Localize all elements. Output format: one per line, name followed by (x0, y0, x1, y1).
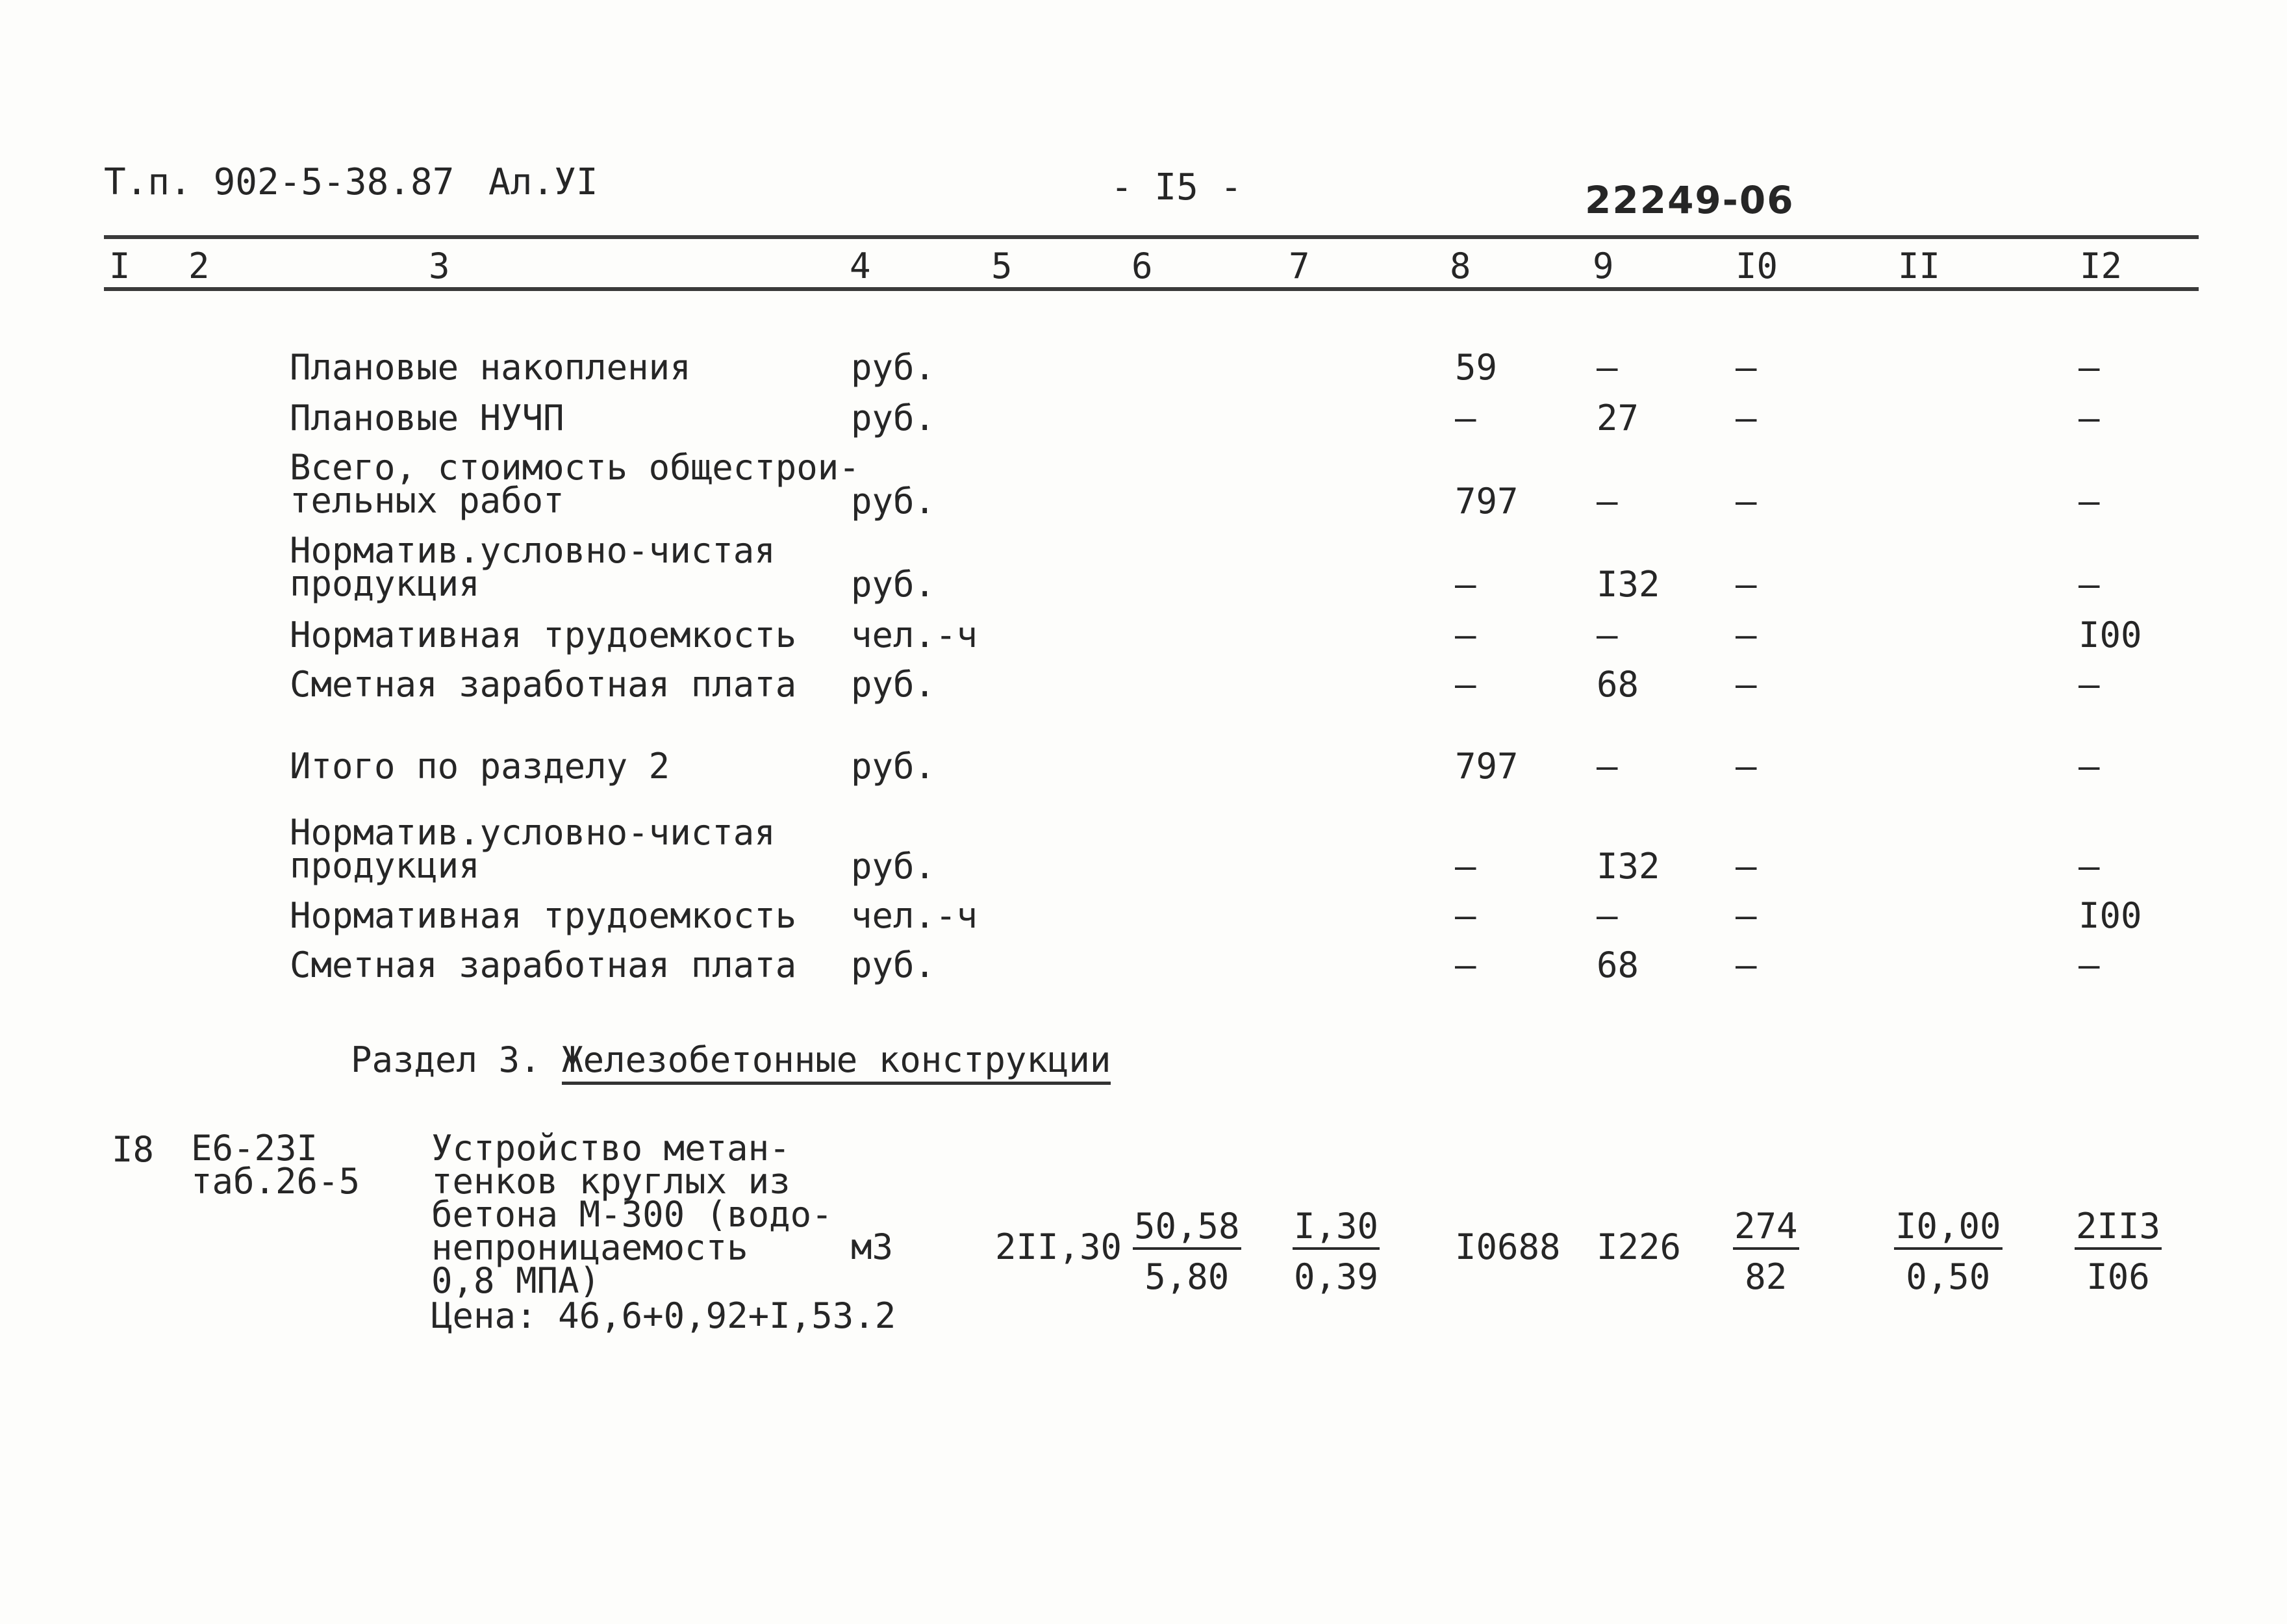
row-unit: руб. (851, 945, 936, 985)
col8-value: 797 (1455, 481, 1519, 522)
col9-value: I32 (1597, 846, 1660, 887)
row-unit: чел.-ч (851, 615, 978, 655)
col6-top: 50,58 (1133, 1208, 1241, 1250)
col10-value: – (1736, 746, 1757, 787)
row-label: Сметная заработная плата (290, 664, 797, 705)
col12-bottom: I06 (2086, 1256, 2150, 1297)
col9-value: – (1597, 347, 1618, 388)
col8-value: – (1455, 564, 1476, 605)
col9-value: – (1597, 895, 1618, 936)
col8-value: – (1455, 398, 1476, 438)
col8-value: – (1455, 615, 1476, 655)
col9-value: 68 (1597, 945, 1639, 985)
col10-value: – (1736, 945, 1757, 985)
col10-fraction (1733, 1208, 1799, 1295)
item-code: Е6-23I таб.26-5 (191, 1128, 360, 1202)
column-header: I2 (2080, 246, 2123, 286)
col7-bottom: 0,39 (1294, 1256, 1379, 1297)
column-header: 5 (991, 246, 1013, 286)
col12-fraction (2075, 1208, 2162, 1295)
col10-bottom: 82 (1745, 1256, 1788, 1297)
col10-value: – (1736, 664, 1757, 705)
column-header: 8 (1450, 246, 1471, 286)
row-unit: руб. (851, 347, 936, 388)
col10-top: 274 (1733, 1208, 1799, 1250)
item-price-formula: Цена: 46,6+0,92+I,53.2 (431, 1295, 896, 1336)
col9-value: 27 (1597, 398, 1639, 438)
column-header: 7 (1289, 246, 1310, 286)
row-unit: чел.-ч (851, 895, 978, 936)
section-title: Железобетонные конструкции (562, 1039, 1111, 1085)
col10-value: – (1736, 615, 1757, 655)
col12-value: – (2079, 664, 2100, 705)
column-header: 6 (1131, 246, 1153, 286)
row-label: Норматив.условно-чистая продукция (290, 530, 776, 604)
col8-value: – (1455, 945, 1476, 985)
col10-value: – (1736, 895, 1757, 936)
item-number: I8 (112, 1129, 155, 1170)
page-number: - I5 - (1111, 166, 1243, 209)
column-header: I0 (1736, 246, 1778, 286)
column-header: II (1898, 246, 1941, 286)
col12-value: – (2079, 481, 2100, 522)
col8-value: – (1455, 846, 1476, 887)
column-header: 9 (1593, 246, 1614, 286)
col11-top: I0,00 (1894, 1208, 2003, 1250)
row-label: Плановые накопления (290, 347, 691, 388)
col10-value: – (1736, 481, 1757, 522)
item-quantity: 2II,30 (995, 1226, 1122, 1267)
col6-fraction (1133, 1208, 1241, 1295)
col11-bottom: 0,50 (1906, 1256, 1991, 1297)
col12-value: I00 (2079, 615, 2142, 655)
col9-value: – (1597, 746, 1618, 787)
col9-value: I32 (1597, 564, 1660, 605)
row-label: Нормативная трудоемкость (290, 895, 797, 936)
column-header: I (109, 246, 131, 286)
row-unit: руб. (851, 481, 936, 522)
table-top-rule (104, 235, 2199, 239)
item-unit: м3 (851, 1226, 894, 1267)
item-description: Устройство метан- тенков круглых из бетона М-300 (водо- непроницаемость 0,8 МПА) (431, 1128, 833, 1301)
col6-bottom: 5,80 (1144, 1256, 1230, 1297)
col12-value: – (2079, 846, 2100, 887)
col8-value: 797 (1455, 746, 1519, 787)
row-unit: руб. (851, 564, 936, 605)
col8-value: – (1455, 895, 1476, 936)
col9-value: – (1597, 615, 1618, 655)
section-heading (351, 1039, 1111, 1080)
col10-value: – (1736, 846, 1757, 887)
doc-reference: Т.п. 902-5-38.87 (104, 161, 455, 203)
section-prefix: Раздел 3. (351, 1039, 541, 1080)
col12-value: – (2079, 746, 2100, 787)
col12-value: – (2079, 945, 2100, 985)
row-label: Итого по разделу 2 (290, 746, 670, 787)
col10-value: – (1736, 564, 1757, 605)
col12-value: I00 (2079, 895, 2142, 936)
table-header-rule (104, 287, 2199, 291)
row-label: Сметная заработная плата (290, 945, 797, 985)
row-unit: руб. (851, 846, 936, 887)
col7-fraction (1293, 1208, 1380, 1295)
column-header: 4 (850, 246, 871, 286)
col7-top: I,30 (1293, 1208, 1380, 1250)
row-unit: руб. (851, 746, 936, 787)
col10-value: – (1736, 347, 1757, 388)
col12-value: – (2079, 347, 2100, 388)
col10-value: – (1736, 398, 1757, 438)
row-label: Плановые НУЧП (290, 398, 564, 438)
col8-value: I0688 (1455, 1226, 1561, 1267)
row-label: Всего, стоимость общестрои- тельных работ (290, 447, 860, 521)
column-header: 2 (188, 246, 210, 286)
col9-value: – (1597, 481, 1618, 522)
row-unit: руб. (851, 398, 936, 438)
row-label: Нормативная трудоемкость (290, 615, 797, 655)
row-label: Норматив.условно-чистая продукция (290, 812, 776, 886)
col8-value: 59 (1455, 347, 1498, 388)
col12-value: – (2079, 564, 2100, 605)
col12-top: 2II3 (2075, 1208, 2162, 1250)
album-number: Ал.УI (488, 161, 598, 203)
column-header: 3 (429, 246, 450, 286)
row-unit: руб. (851, 664, 936, 705)
col9-value: I226 (1597, 1226, 1682, 1267)
col9-value: 68 (1597, 664, 1639, 705)
document-number: 22249-06 (1585, 178, 1795, 222)
col8-value: – (1455, 664, 1476, 705)
col11-fraction (1894, 1208, 2003, 1295)
col12-value: – (2079, 398, 2100, 438)
